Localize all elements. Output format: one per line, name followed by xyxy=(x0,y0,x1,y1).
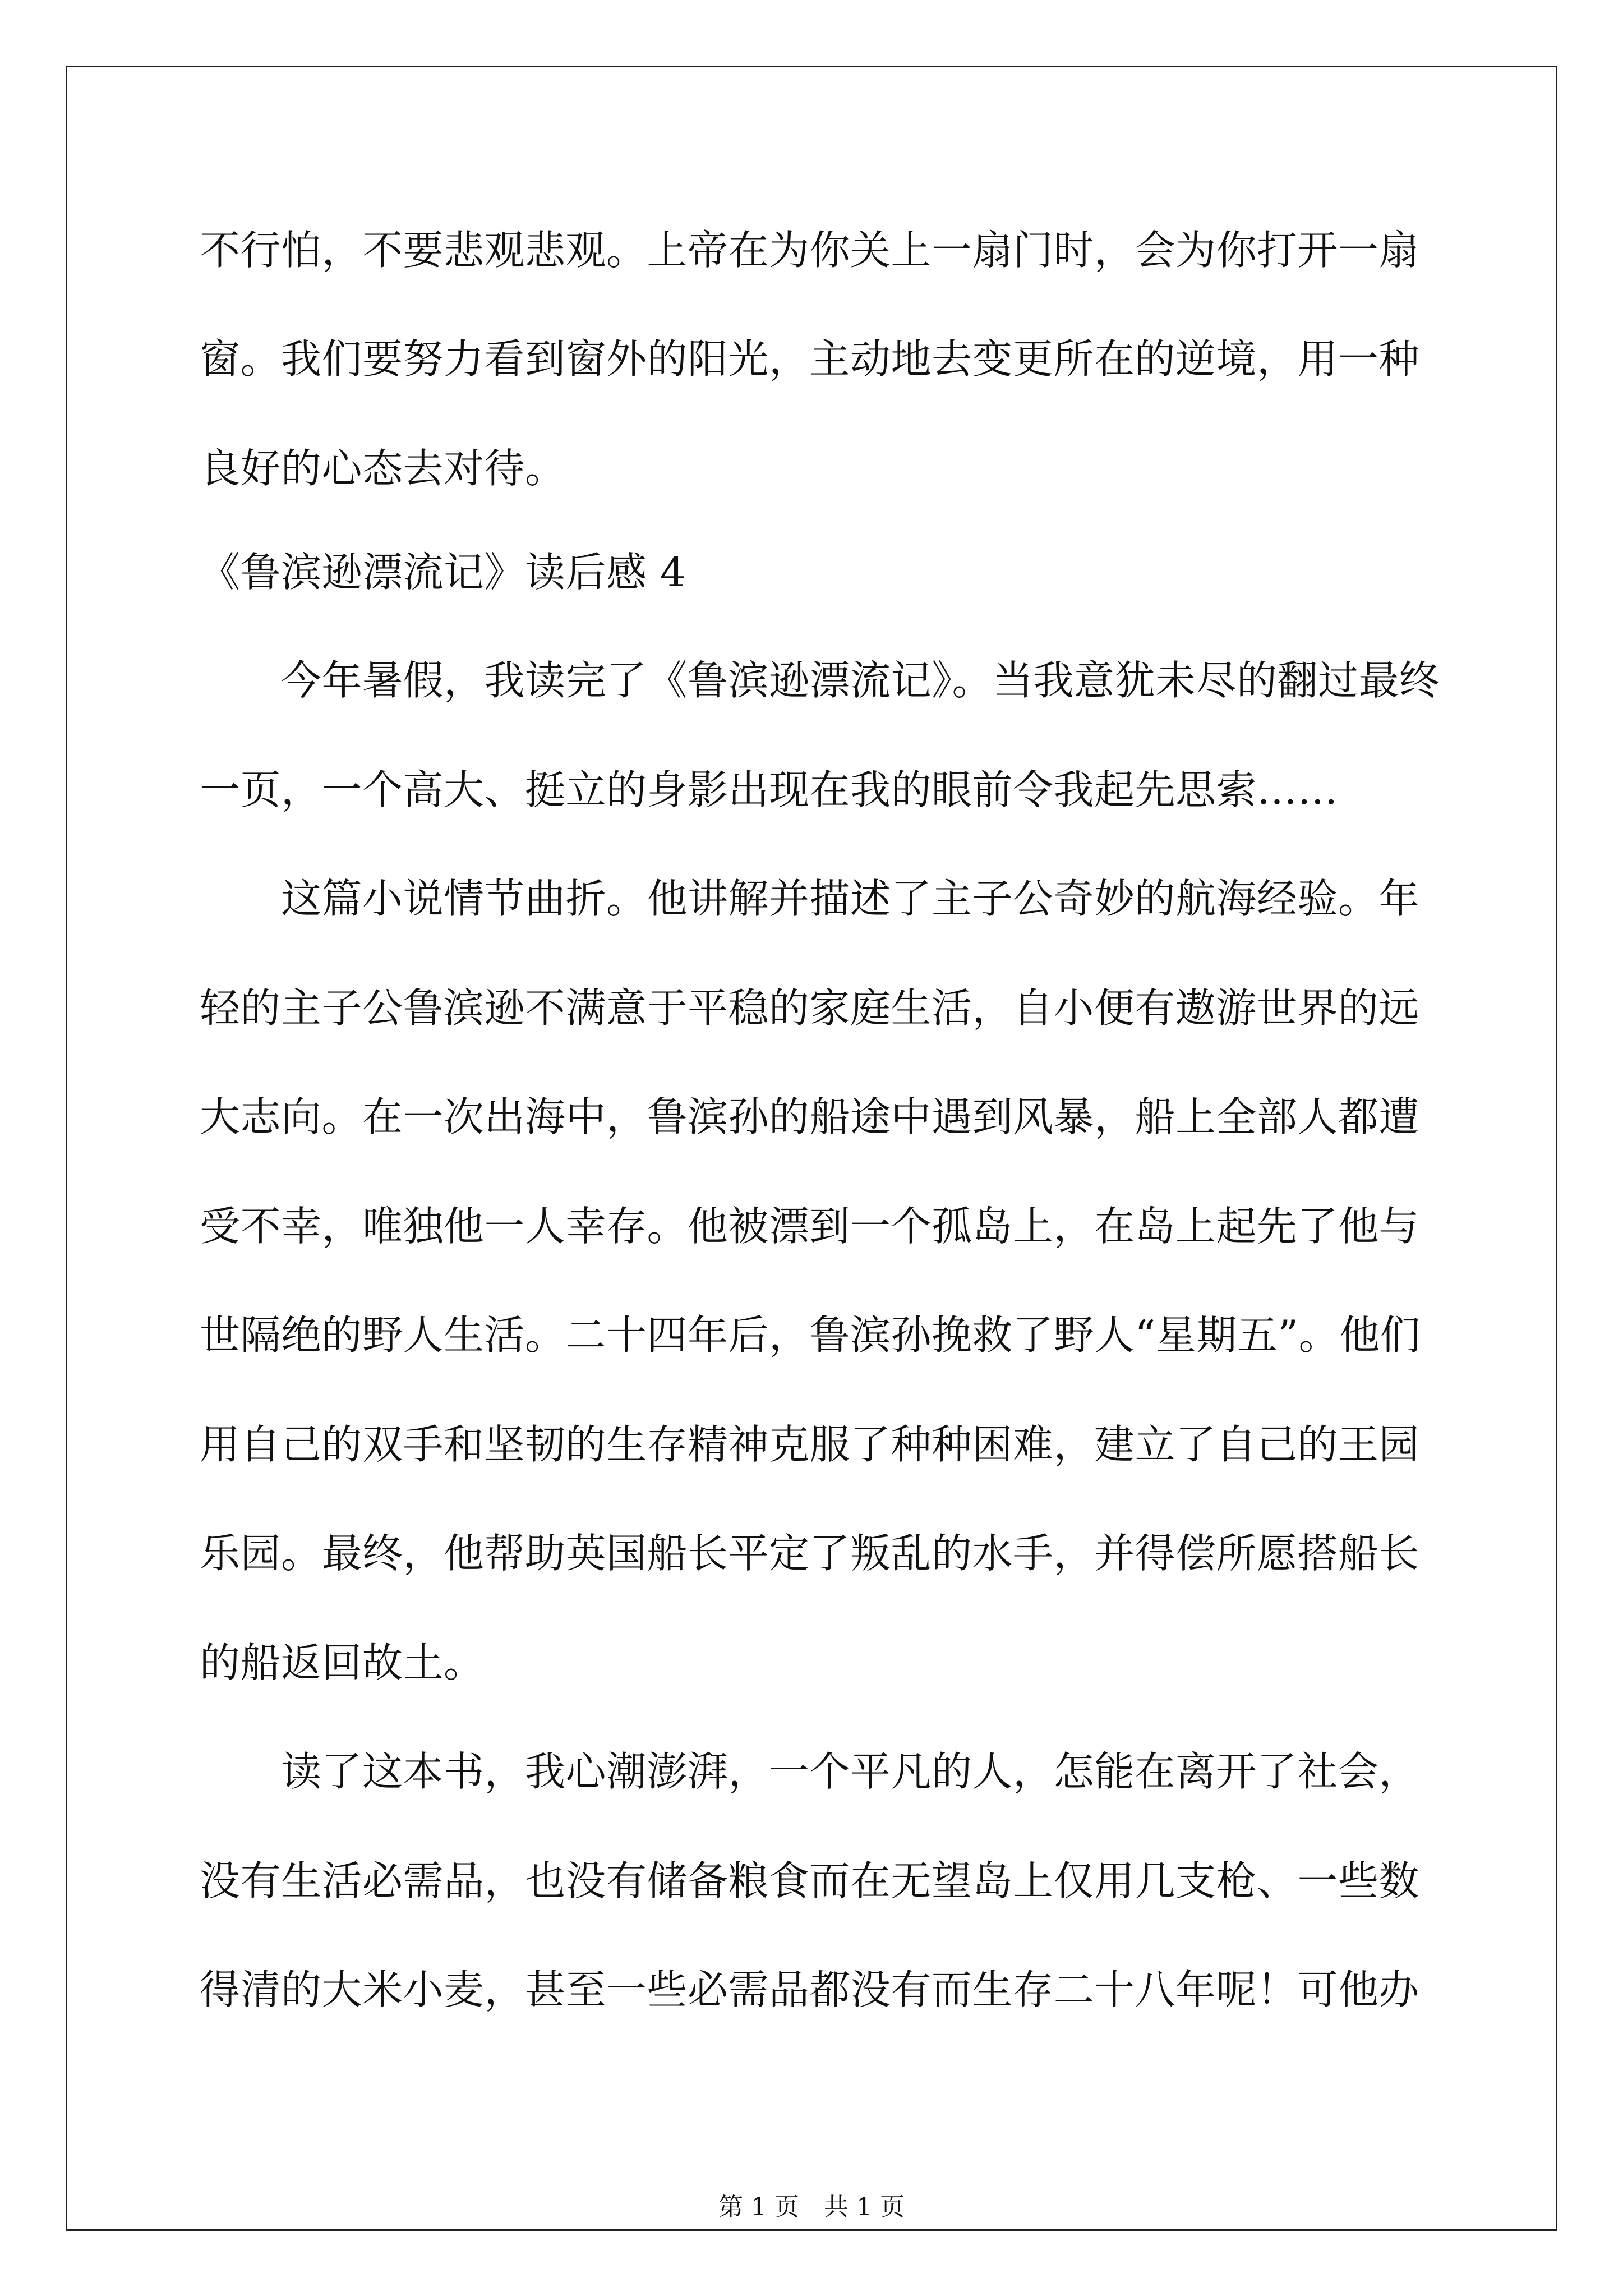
text-line: 世隔绝的野人生活。二十四年后，鲁滨孙挽救了野人“星期五”。他们 xyxy=(200,1312,1421,1359)
section-heading: 《鲁滨逊漂流记》读后感 4 xyxy=(200,549,686,596)
text-line: 窗。我们要努力看到窗外的阳光，主动地去变更所在的逆境，用一种 xyxy=(200,335,1420,383)
text-line: 今年暑假，我读完了《鲁滨逊漂流记》。当我意犹未尽的翻过最终 xyxy=(200,657,1440,704)
text-line: 受不幸，唯独他一人幸存。他被漂到一个孤岛上，在岛上起先了他与 xyxy=(200,1203,1420,1250)
page-number: 第 1 页 共 1 页 xyxy=(718,2193,905,2221)
text-line: 一页，一个高大、挺立的身影出现在我的眼前令我起先思索…… xyxy=(200,766,1339,813)
text-line: 得清的大米小麦，甚至一些必需品都没有而生存二十八年呢！可他办 xyxy=(200,1966,1420,2013)
text-line: 轻的主子公鲁滨逊不满意于平稳的家庭生活，自小便有遨游世界的远 xyxy=(200,984,1420,1032)
text-line: 不行怕，不要悲观悲观。上帝在为你关上一扇门时，会为你打开一扇 xyxy=(200,227,1420,274)
text-line: 乐园。最终，他帮助英国船长平定了叛乱的水手，并得偿所愿搭船长 xyxy=(200,1530,1420,1577)
text-line: 用自己的双手和坚韧的生存精神克服了种种困难，建立了自己的王园 xyxy=(200,1421,1420,1468)
text-line: 没有生活必需品，也没有储备粮食而在无望岛上仅用几支枪、一些数 xyxy=(200,1857,1420,1904)
text-line: 大志向。在一次出海中，鲁滨孙的船途中遇到风暴，船上全部人都遭 xyxy=(200,1093,1420,1140)
text-line: 良好的心态去对待。 xyxy=(200,445,566,492)
text-line: 读了这本书，我心潮澎湃，一个平凡的人，怎能在离开了社会， xyxy=(200,1748,1420,1795)
text-line: 的船返回故土。 xyxy=(200,1639,485,1686)
text-line: 这篇小说情节曲折。他讲解并描述了主子公奇妙的航海经验。年 xyxy=(200,875,1420,922)
